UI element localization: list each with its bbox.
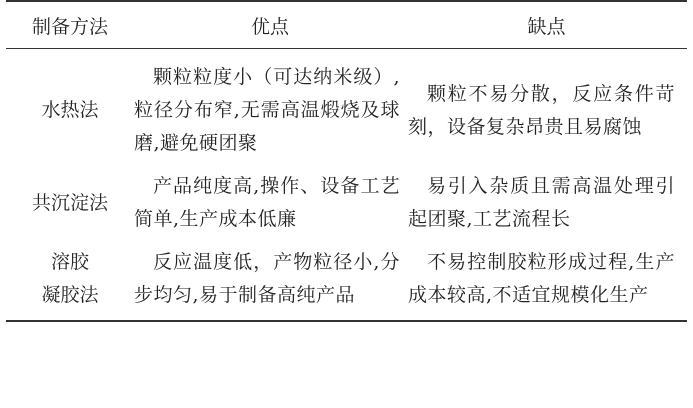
advantages-cell: 颗粒粒度小（可达纳米级）,粒径分布窄,无需高温煅烧及球磨,避免硬团聚: [134, 66, 400, 154]
table-header: [6, 1, 687, 49]
header-disadvantages: 缺点: [527, 15, 566, 38]
table-row: [6, 49, 687, 171]
header-advantages: 优点: [250, 15, 289, 38]
preparation-methods-table: [6, 0, 687, 322]
advantages-cell: 反应温度低，产物粒径小,分步均匀,易于制备高纯产品: [134, 251, 400, 306]
table-body: [6, 49, 687, 322]
method-cell: 共沉淀法: [31, 191, 108, 214]
disadvantages-cell: 颗粒不易分散，反应条件苛刻，设备复杂昂贵且易腐蚀: [408, 82, 675, 138]
header-method: 制备方法: [31, 15, 108, 38]
header-row: [6, 1, 687, 49]
method-cell: 水热法: [41, 99, 99, 121]
disadvantages-cell: 不易控制胶粒形成过程,生产成本较高,不适宜规模化生产: [408, 251, 675, 306]
disadvantages-cell: 易引入杂质且需高温处理引起团聚,工艺流程长: [408, 175, 675, 230]
method-line-2: 凝胶法: [41, 284, 99, 306]
method-line-1: 溶胶: [50, 251, 89, 273]
method-cell: [6, 246, 134, 321]
table-row: [6, 170, 687, 246]
advantages-cell: 产品纯度高,操作、设备工艺简单,生产成本低廉: [134, 175, 400, 230]
table-row: [6, 246, 687, 321]
